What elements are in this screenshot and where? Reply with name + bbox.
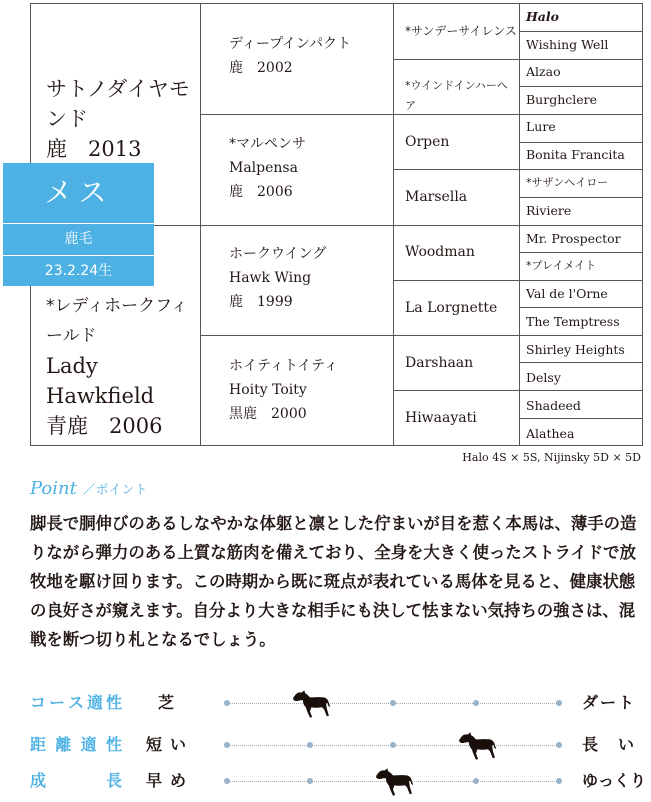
scale-dot (224, 742, 230, 748)
sire-sire-cell (229, 32, 389, 80)
horse-birth: 23.2.24生 (3, 255, 154, 287)
gen4-10-name: *プレイメイト (526, 259, 597, 272)
dam-dam-detail: 黒鹿 2000 (229, 406, 307, 422)
sire-name: サトノダイヤモンド (46, 77, 190, 131)
sire-sire-name: ディープインパクト (229, 36, 351, 52)
horse-marker-icon (455, 728, 497, 762)
dam-sire-detail: 鹿 1999 (229, 294, 293, 310)
gen3-5-name: Woodman (405, 244, 475, 260)
gen4-5-name: Lure (526, 119, 556, 134)
scale-dot (390, 700, 396, 706)
gen4-14-name: Delsy (526, 370, 561, 385)
point-heading (30, 478, 148, 499)
dam-detail: 青鹿 2006 (46, 414, 163, 438)
scale-label: 成 長 (30, 771, 122, 790)
gen3-8-name: Hiwaayati (405, 410, 477, 426)
gen3-5 (405, 242, 517, 262)
scale-left-label: 短 い (146, 735, 186, 754)
gen4-2-name: Wishing Well (526, 37, 609, 52)
scale-dot (307, 778, 313, 784)
scale-dot (556, 742, 562, 748)
gen4-6 (526, 147, 641, 163)
gen4-3 (526, 64, 641, 80)
sire-dam-detail: 鹿 2006 (229, 184, 293, 200)
horse-name: メス (44, 176, 113, 209)
dam-dam-cell (229, 354, 389, 426)
horse-marker-icon (372, 764, 414, 798)
gen3-2 (405, 76, 517, 116)
gen4-9-name: Mr. Prospector (526, 231, 621, 246)
gen3-7-name: Darshaan (405, 355, 474, 371)
gen3-3 (405, 132, 517, 152)
gen3-1 (405, 21, 517, 41)
sire-dam-name-jp: *マルペンサ (229, 136, 306, 152)
gen4-2 (526, 37, 641, 53)
dam-sire-name-jp: ホークウイング (229, 246, 327, 262)
dam-name-en: Lady Hawkfield (46, 354, 155, 408)
gen4-15 (526, 398, 641, 414)
dam-dam-name-jp: ホイティトイティ (229, 358, 339, 374)
gen3-6 (405, 298, 517, 318)
horse-marker-icon (289, 686, 331, 720)
gen4-1-name: Halo (526, 9, 559, 24)
gen4-8 (526, 203, 641, 219)
gen3-6-name: La Lorgnette (405, 300, 498, 316)
scale-dot (473, 700, 479, 706)
scale-right-label: ダ ー ト (582, 693, 634, 712)
sire-sire-detail: 鹿 2002 (229, 60, 293, 76)
gen3-4 (405, 187, 517, 207)
dam-sire-name-en: Hawk Wing (229, 270, 312, 286)
horse-color: 鹿毛 (3, 223, 154, 255)
gen4-16 (526, 426, 641, 442)
dam-sire-cell (229, 242, 389, 314)
gen4-9 (526, 231, 641, 247)
scale-left-label: 芝 (157, 693, 174, 712)
scale-dot (224, 700, 230, 706)
dam-cell (46, 291, 201, 441)
point-subtitle: ／ポイント (82, 483, 148, 498)
scale-label: コ ー ス 適 性 (30, 693, 122, 712)
gen3-4-name: Marsella (405, 189, 468, 205)
gen4-16-name: Alathea (526, 426, 575, 441)
gen3-8 (405, 408, 517, 428)
gen4-7-name: *サザンヘイロー (526, 176, 609, 189)
scale-label: 距 離 適 性 (30, 735, 122, 754)
horse-badge (3, 163, 154, 286)
gen3-2-name: *ウインドインハーヘア (405, 79, 508, 112)
gen4-7 (526, 175, 641, 191)
gen4-6-name: Bonita Francita (526, 147, 625, 162)
gen4-15-name: Shadeed (526, 398, 581, 413)
scale-dot (556, 778, 562, 784)
point-text: 脚長で胴伸びのあるしなやかな体躯と凛とした佇まいが目を惹く本馬は、薄手の造りながら弾力のある上質な筋肉を備えており、全身を大きく使ったストライドで放牧地を駆け回ります。この時期から既に斑点が表れている馬体を見ると、健康状態の良好さが窺えます。自分より大きな相手にも決して怯まない気持ちの強さは、混戦を断つ切り札となるでしょう。 (30, 514, 637, 649)
scale-dot (473, 778, 479, 784)
point-title: Point (30, 478, 77, 499)
scale-right-label: ゆ っ く り (582, 771, 647, 790)
inbreeding-note: Halo 4S × 5S, Nijinsky 5D × 5D (462, 451, 641, 464)
scale-dot (307, 742, 313, 748)
scale-dot (556, 700, 562, 706)
gen4-12-name: The Temptress (526, 314, 620, 329)
scale-dot (390, 742, 396, 748)
scale-row (0, 688, 651, 718)
gen3-1-name: *サンデーサイレンス (405, 24, 517, 38)
sire-dam-cell (229, 132, 389, 204)
dam-dam-name-en: Hoity Toity (229, 382, 307, 398)
gen4-5 (526, 119, 641, 135)
gen4-4-name: Burghclere (526, 92, 598, 107)
scale-right-label: 長 い (582, 735, 634, 754)
scale-row (0, 766, 651, 796)
gen4-11 (526, 286, 641, 302)
scale-row (0, 730, 651, 760)
scale-dot (224, 778, 230, 784)
gen4-13-name: Shirley Heights (526, 342, 625, 357)
gen4-11-name: Val de l'Orne (526, 286, 608, 301)
gen4-8-name: Riviere (526, 203, 572, 218)
gen4-4 (526, 92, 641, 108)
gen4-1 (526, 9, 641, 25)
gen4-12 (526, 314, 641, 330)
scale-left-label: 早 め (146, 771, 186, 790)
gen4-14 (526, 370, 641, 386)
gen3-3-name: Orpen (405, 134, 450, 150)
gen4-10 (526, 258, 641, 274)
dam-name-jp: *レディホークフィールド (46, 296, 188, 346)
sire-cell (46, 74, 196, 164)
sire-detail: 鹿 2013 (46, 137, 142, 161)
sire-dam-name-en: Malpensa (229, 160, 298, 176)
gen4-13 (526, 342, 641, 358)
gen4-3-name: Alzao (526, 64, 561, 79)
gen3-7 (405, 353, 517, 373)
